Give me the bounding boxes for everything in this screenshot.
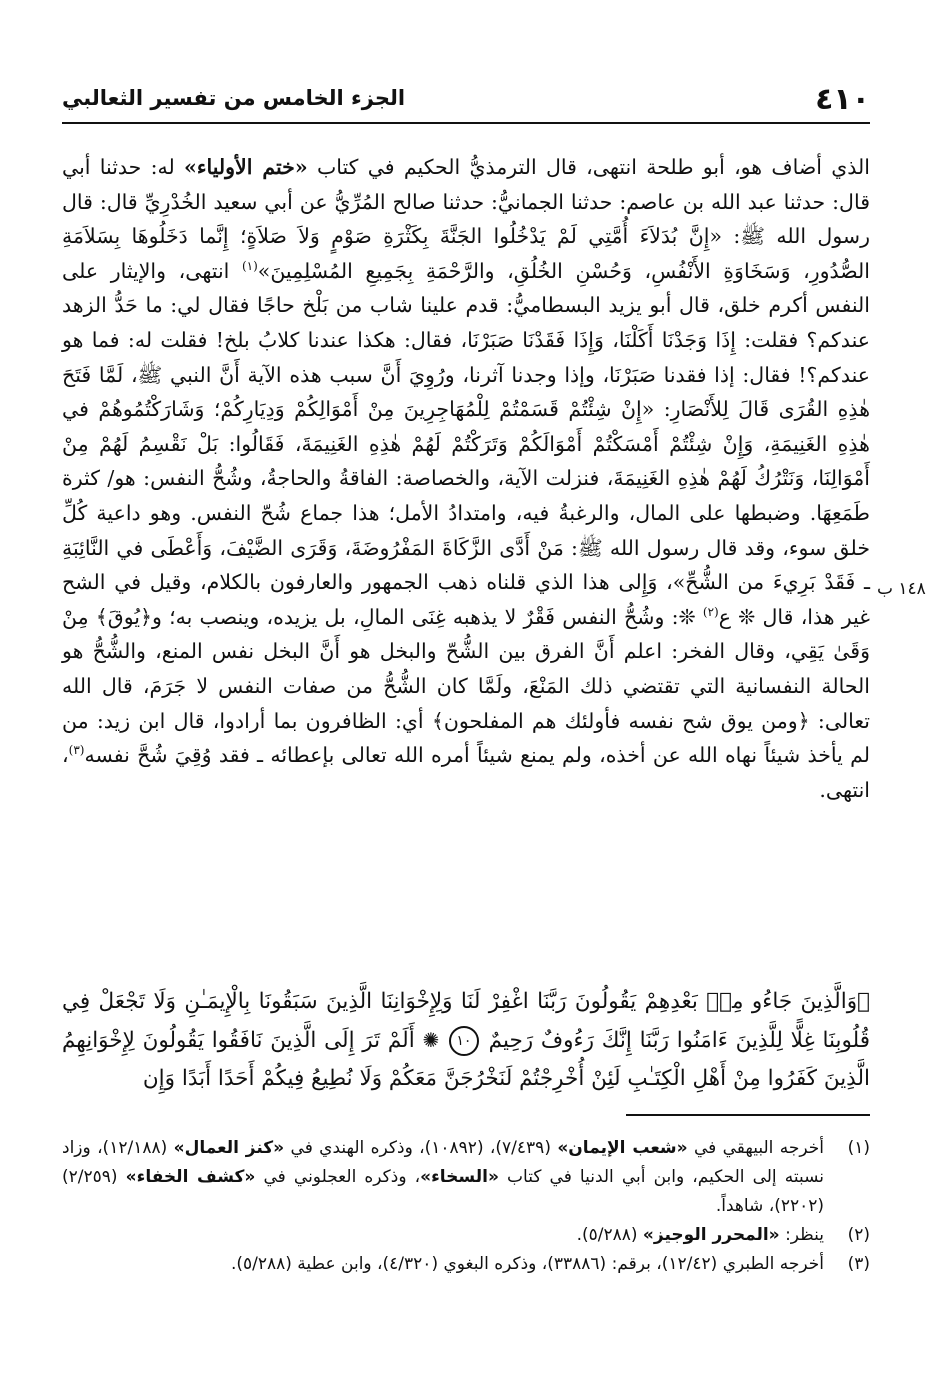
text-run: الذي أضاف هو، أبو طلحة انتهى، قال الترمذيُّ الحكيم في كتاب: [307, 155, 870, 179]
text-run: (٥/٢٨٨).: [576, 1225, 643, 1245]
running-title: الجزء الخامس من تفسير الثعالبي: [62, 86, 406, 110]
text-run: له: حدثنا أبي قال: حدثنا عبد الله بن عاصم: حدثنا الجمانيُّ: حدثنا صالح المُرِّيُّ عن أبي سعيد الخُدْرِيِّ قال: قال رسول الله ﷺ: «إِنَّ بُدَلاَءَ أُمَّتِي لَمْ يَدْخُلُوا الجَنَّةَ بِكَثْرَةِ صَوْمٍ وَلاَ صَلاَةٍ؛ إِنَّما دَخَلُوهَا بِسَلاَمَةِ الصُّدُورِ، وَسَخَاوَةِ الأَنْفُسِ، وَحُسْنِ الخُلُقِ، والرَّحْمَةِ بِجَمِيعِ المُسْلِمِينَ»: [62, 155, 870, 283]
footnote-ref: (٣): [68, 743, 85, 758]
text-run: ينظر:: [779, 1225, 824, 1245]
footnote-text: [62, 1221, 824, 1250]
main-text: [62, 150, 870, 807]
quran-text: أَلَمْ تَرَ إِلَى الَّذِينَ نَافَقُوا يَقُولُونَ لِإِخْوَانِهِمُ الَّذِينَ كَفَرُوا مِنْ أَهْلِ الْكِتَـٰبِ لَئِنْ أُخْرِجْتُمْ لَنَخْرُجَنَّ مَعَكُمْ وَلَا نُطِيعُ فِيكُمْ أَحَدًا أَبَدًا وَإِن: [62, 1028, 870, 1091]
book-title: «كنز العمال»: [173, 1138, 285, 1158]
text-run: انتهى، والإيثار على النفس أكرم خلق، قال أبو يزيد البسطاميُّ: قدم علينا شاب من بَلْخ حاجًا فقال لي: ما حَدُّ الزهد عندكم؟ فقلت: إِذَا وَجَدْنَا أَكَلْنَا، وَإِذَا فَقَدْنَا صَبَرْنَا، فقال: هكذا عندنا كلابُ بلخ! فقلت له: فما هو عندكم؟! فقال: إذا فقدنا صَبَرْنَا، وإذا وجدنا آثرنا، ورُوِيَ أَنَّ سبب هذه الآية أَنَّ النبي ﷺ، لَمَّا فَتَحَ هٰذِهِ القُرَى قَالَ لِلأَنْصَارِ: «إِنْ شِئْتُمْ قَسَمْتُمْ لِلْمُهَاجِرِينَ مِنْ أَمْوَالِكُمْ وَدِيَارِكُمْ؛ وَشَارَكْتُمُوهُمْ في هٰذِهِ الغَنِيمَةِ، وَإِنْ شِئْتُمْ أَمْسَكْتُمْ أَمْوَالَكُمْ وَتَرَكْتُمْ لَهُمْ هٰذِهِ الغَنِيمَةَ، فَقَالُوا: بَلْ نَقْسِمُ لَهُمْ مِنْ أَمْوَالِنَا، وَنَتْرُكُ لَهُمْ هٰذِهِ الغَنِيمَةَ، فنزلت الآية، والخصاصة: الفاقةُ والحاجةُ، وشُحُّ النفس: هو/ كثرة طَمَعِهَا. وضبطها على المال، والرغبةُ فيه، وامتدادُ الأمل؛ هذا جماع شُحّ النفس. وهو داعية كُلِّ خلق سوء، وقد قال رسول الله ﷺ: مَنْ أَدَّى الزَّكَاةَ المَفْرُوضَةَ، وَقَرَى الضَّيْفَ، وَأَعْطَى في النَّائِبَةِ ـ فَقَدْ بَرِيءَ من الشُّحِّ»، وَإِلى هذا الذي قلناه ذهب الجمهور والعارفون بالكلام، وقيل في الشح غير هذا، قال ❊ ع: [62, 258, 871, 629]
manuscript-folio-note: ١٤٨ ب: [877, 579, 926, 599]
page-number: ٤١٠: [815, 82, 870, 117]
footnote: [62, 1221, 870, 1250]
footnote-number: (١): [847, 1138, 870, 1158]
footnote: [62, 1250, 870, 1279]
text-run: (٧/٤٣٩)، (١٠٨٩٢)، وذكره الهندي في: [284, 1138, 558, 1158]
footnote-ref: (٢): [702, 604, 719, 619]
page-header: [62, 82, 870, 124]
ornament-icon: ✺: [422, 1028, 440, 1052]
footnote-ref: (١): [241, 258, 258, 273]
footnote-number: (٣): [847, 1254, 870, 1274]
book-title: «كشف الخفاء»: [125, 1167, 256, 1187]
book-title: «ختم الأولياء»: [184, 155, 308, 179]
text-run: ❊: وشُحُّ النفس فَقْرٌ لا يذهبه غِنَى المالِ، بل يزيده، وينصب به؛ و﴿يُوقَ﴾ مِنْ وَقَىٰ يَقِي، وقال الفخر: اعلم أَنَّ الفرق بين الشُّحّ والبخل هو أَنَّ البخل نفس المنع، والشُّحُّ هو الحالة النفسانية التي تقتضي ذلك المَنْعَ، ولَمَّا كان الشُّحُّ من صفات النفس لا جَرَمَ، قال الله تعالى: ﴿ومن يوق شح نفسه فأولئك هم المفلحون﴾ أي: الظافرون بما أرادوا، قال ابن زيد: من لم يأخذ شيئاً نهاه الله عن أخذه، ولم يمنع شيئاً أمره الله تعالى بإعطائه ـ فقد وُقِيَ شُحَّ نفسه: [62, 604, 870, 768]
commentary-paragraph: [62, 150, 870, 807]
text-run: ، وذكره العجلوني في: [255, 1167, 421, 1187]
book-title: «شعب الإيمان»: [557, 1138, 688, 1158]
quran-verses: [62, 983, 870, 1098]
footnote-number: (٢): [847, 1225, 870, 1245]
text-run: (٢/٢٥٩) (٢٢٠٢)، شاهداً.: [62, 1167, 824, 1216]
text-run: ، انتهى.: [62, 743, 870, 802]
book-title: «السخاء»: [420, 1167, 499, 1187]
book-title: «المحرر الوجيز»: [642, 1225, 780, 1245]
footnotes: [62, 1134, 870, 1279]
footnote-text: [62, 1134, 824, 1221]
text-run: أخرجه البيهقي في: [687, 1138, 824, 1158]
ayah-number-marker: ١٠: [449, 1026, 479, 1056]
quran-text: ﴿وَالَّذِينَ جَاءُو مِنۢ بَعْدِهِمْ يَقُولُونَ رَبَّنَا اغْفِرْ لَنَا وَلِإِخْوَانِنَا الَّذِينَ سَبَقُونَا بِالْإِيمَـٰنِ وَلَا تَجْعَلْ فِي قُلُوبِنَا غِلًّا لِلَّذِينَ ءَامَنُوا رَبَّنَا إِنَّكَ رَءُوفٌ رَحِيمٌ: [62, 989, 870, 1053]
text-run: (١٢/١٨٨)، وزاد نسبته إلى الحكيم، وابن أبي الدنيا في كتاب: [62, 1138, 824, 1187]
footnote-divider: [626, 1114, 870, 1116]
footnote-text: أخرجه الطبري (١٢/٤٢)، برقم: (٣٣٨٨٦)، وذكره البغوي (٤/٣٢٠)، وابن عطية (٥/٢٨٨).: [230, 1254, 824, 1274]
footnote: [62, 1134, 870, 1221]
